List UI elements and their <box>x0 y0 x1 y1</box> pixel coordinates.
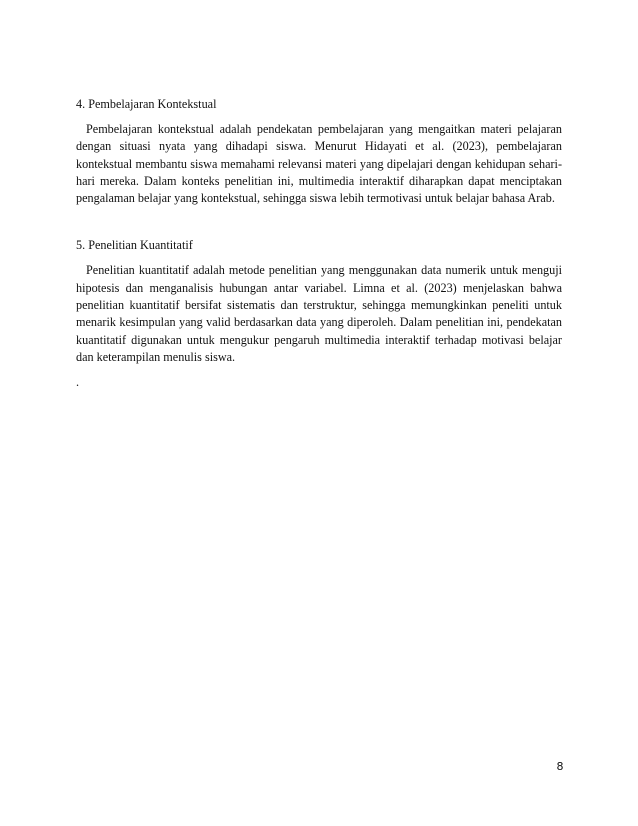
section-heading: 5. Penelitian Kuantitatif <box>76 238 193 253</box>
page-number: 8 <box>556 760 564 773</box>
section-heading: 4. Pembelajaran Kontekstual <box>76 97 217 111</box>
trailing-period: . <box>76 375 80 390</box>
page-content <box>76 96 562 391</box>
section-penelitian-kuantitatif <box>76 237 562 366</box>
section-pembelajaran-kontekstual <box>76 96 562 207</box>
section-paragraph: Pembelajaran kontekstual adalah pendekatan pembelajaran yang mengaitkan materi pelajaran dengan situasi nyata yang dihadapi siswa. Menurut Hidayati et al. (2023), pembelajaran kontekstual membantu siswa memahami relevansi materi yang dipelajari dengan kehidupan sehari-hari mereka. Dalam konteks penelitian ini, multimedia interaktif diharapkan dapat menciptakan pengalaman belajar yang kontekstual, sehingga siswa lebih termotivasi untuk belajar bahasa Arab. <box>76 122 562 206</box>
section-paragraph: Penelitian kuantitatif adalah metode penelitian yang menggunakan data numerik untuk menguji hipotesis dan menganalisis hubungan antar variabel. Limna et al. (2023) menjelaskan bahwa penelitian kuantitatif bersifat sistematis dan terstruktur, sehingga memungkinkan peneliti untuk menarik kesimpulan yang valid berdasarkan data yang diperoleh. Dalam penelitian ini, pendekatan kuantitatif digunakan untuk mengukur pengaruh multimedia interaktif terhadap motivasi belajar dan keterampilan menulis siswa. <box>76 263 562 364</box>
